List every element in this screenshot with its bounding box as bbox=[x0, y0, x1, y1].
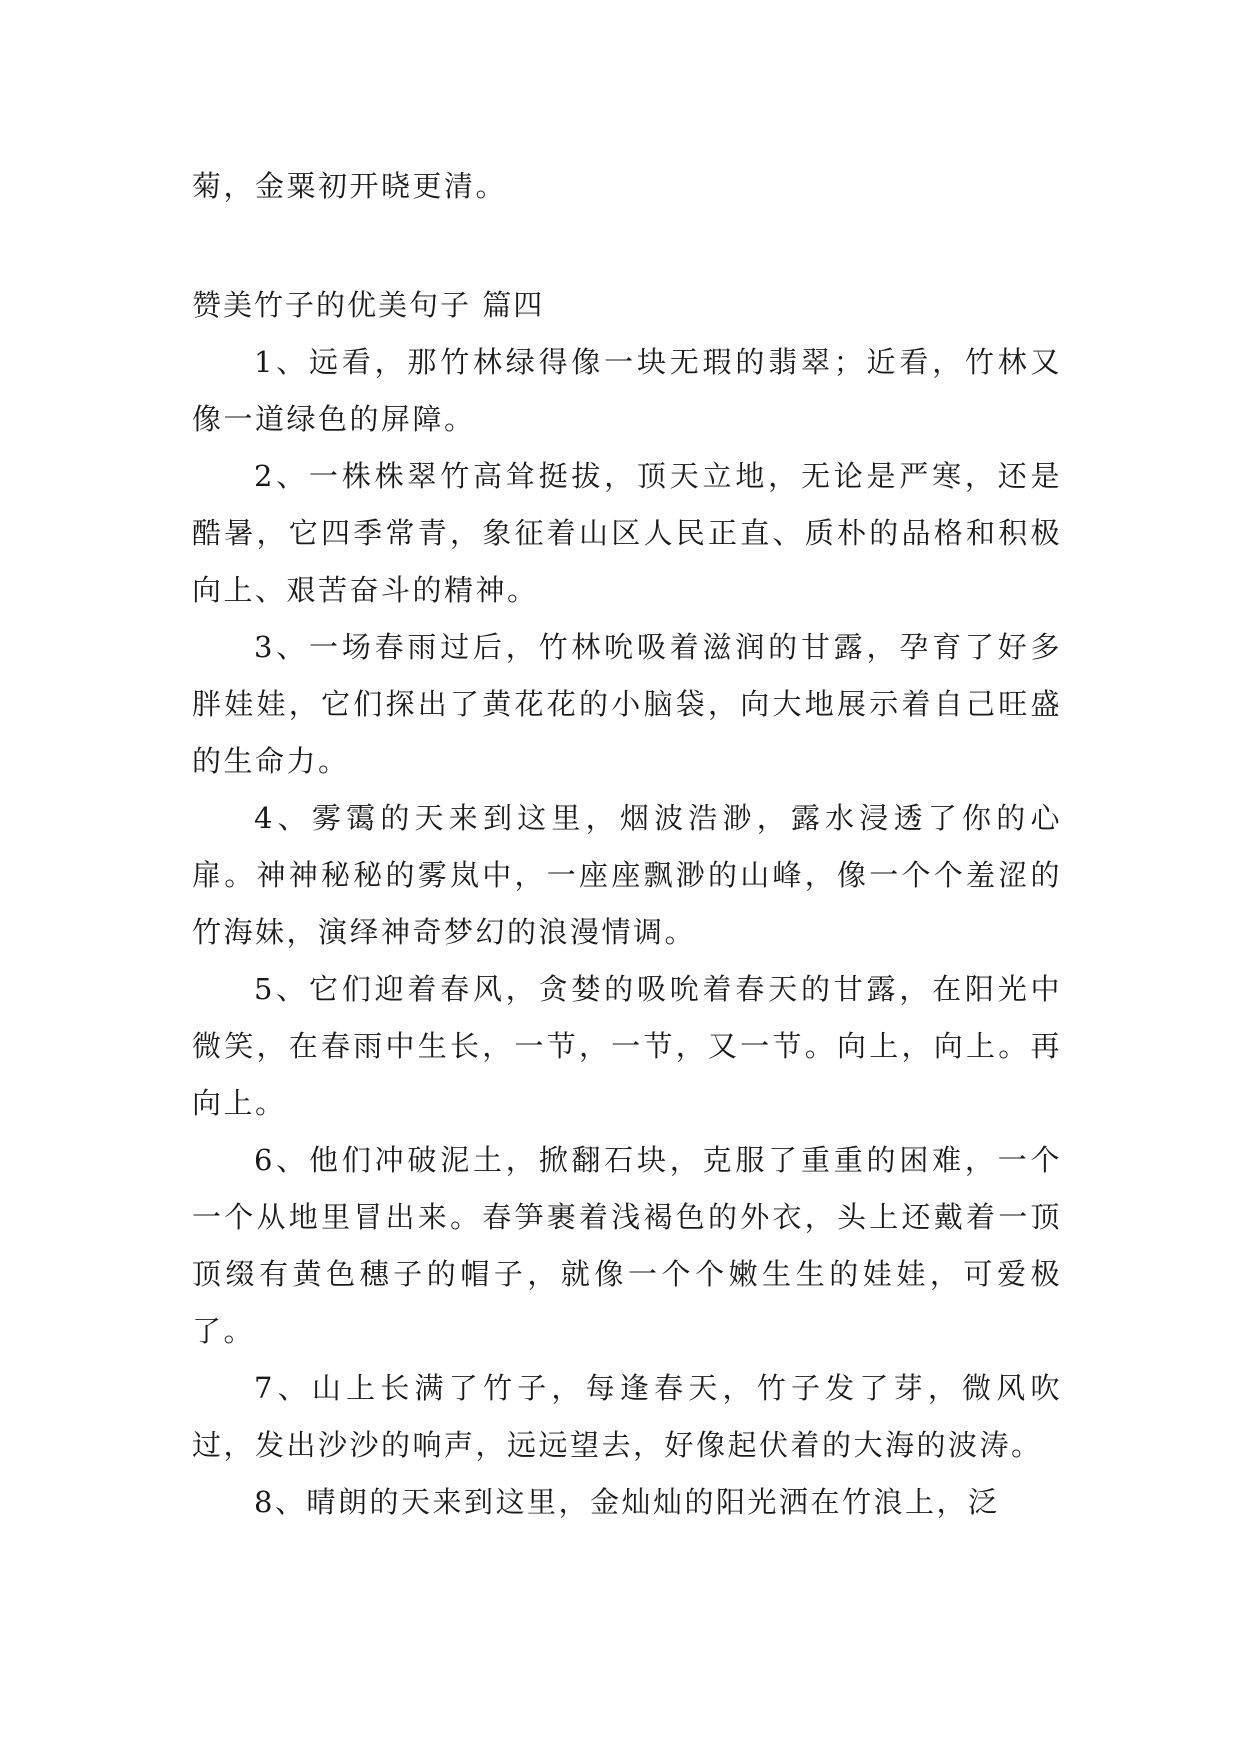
paragraph-1: 1、远看，那竹林绿得像一块无瑕的翡翠；近看，竹林又像一道绿色的屏障。 bbox=[192, 345, 1062, 436]
paragraph-8: 8、晴朗的天来到这里，金灿灿的阳光洒在竹浪上，泛 bbox=[254, 1485, 1000, 1519]
paragraph-7: 7、山上长满了竹子，每逢春天，竹子发了芽，微风吹过，发出沙沙的响声，远远望去，好像起伏着的大海的波涛。 bbox=[192, 1371, 1062, 1462]
paragraph-3: 3、一场春雨过后，竹林吮吸着滋润的甘露，孕育了好多胖娃娃，它们探出了黄花花的小脑袋，向大地展示着自己旺盛的生命力。 bbox=[192, 630, 1062, 778]
section-heading: 赞美竹子的优美句子 篇四 bbox=[192, 288, 545, 322]
paragraph-6: 6、他们冲破泥土，掀翻石块，克服了重重的困难，一个一个从地里冒出来。春笋裹着浅褐色的外衣，头上还戴着一顶顶缀有黄色穗子的帽子，就像一个个嫩生生的娃娃，可爱极了。 bbox=[192, 1143, 1062, 1348]
paragraph-4: 4、雾霭的天来到这里，烟波浩渺，露水浸透了你的心扉。神神秘秘的雾岚中，一座座飘渺的山峰，像一个个羞涩的竹海妹，演绎神奇梦幻的浪漫情调。 bbox=[192, 801, 1062, 949]
paragraph-5: 5、它们迎着春风，贪婪的吸吮着春天的甘露，在阳光中微笑，在春雨中生长，一节，一节，又一节。向上，向上。再向上。 bbox=[192, 972, 1062, 1120]
continuation-text: 菊，金粟初开晓更清。 bbox=[192, 169, 508, 203]
document-body bbox=[192, 158, 1062, 1531]
paragraph-2: 2、一株株翠竹高耸挺拔，顶天立地，无论是严寒，还是酷暑，它四季常青，象征着山区人民正直、质朴的品格和积极向上、艰苦奋斗的精神。 bbox=[192, 459, 1062, 607]
